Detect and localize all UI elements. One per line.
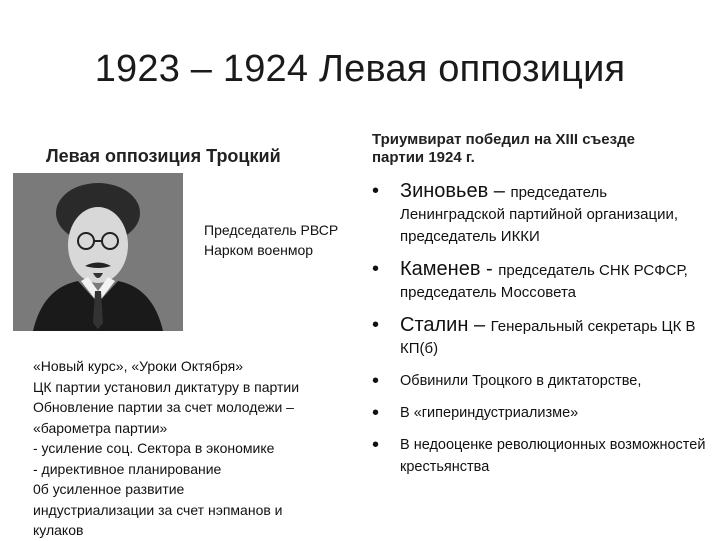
bullet-name: Зиновьев — [400, 180, 489, 202]
left-notes: «Новый курс», «Уроки Октября» ЦК партии установил диктатуру в партии Обновление партии за счет молодежи – «барометра партии» - усиление соц. Сектора в экономике - директивное планирование 0б усиленное развитие индустриализации за счет нэпманов и кулаков — [33, 358, 300, 538]
bullet-item-hyperindustrialism — [372, 402, 712, 424]
bullet-text: Обвинили Троцкого в диктаторстве, — [400, 373, 642, 389]
bullet-icon: • — [372, 180, 380, 202]
bullet-item-kamenev — [372, 258, 712, 304]
bullet-icon: • — [372, 402, 380, 424]
bullet-separator: – — [468, 314, 491, 336]
bullet-icon: • — [372, 258, 380, 280]
bullet-text: В недооценке революционных возможностей крестьянства — [400, 437, 706, 475]
bullet-list — [372, 180, 712, 488]
bullet-icon: • — [372, 434, 380, 456]
portrait-photo — [13, 173, 183, 331]
caption-line-2: Нарком военмор — [204, 242, 314, 258]
bullet-name: Сталин — [400, 314, 469, 336]
bullet-description: председатель СНК РСФСР, председатель Моссовета — [400, 262, 688, 301]
photo-caption — [204, 220, 338, 260]
bullet-description: Генеральный секретарь ЦК В КП(б) — [400, 318, 696, 357]
caption-line-1: Председатель РВСР — [204, 222, 339, 238]
bullet-item-accusation — [372, 370, 712, 392]
bullet-icon: • — [372, 314, 380, 336]
bullet-icon: • — [372, 370, 380, 392]
slide-title: 1923 – 1924 Левая оппозиция — [94, 48, 626, 90]
bullet-text: В «гипериндустриализме» — [400, 405, 579, 421]
bullet-item-stalin — [372, 314, 712, 360]
left-heading: Левая оппозиция Троцкий — [46, 146, 281, 166]
bullet-name: Каменев — [400, 258, 481, 280]
bullet-item-peasantry — [372, 434, 712, 478]
bullet-separator: – — [488, 180, 511, 202]
bullet-separator: - — [480, 258, 499, 280]
bullet-item-zinoviev — [372, 180, 712, 248]
bullet-description: председатель Ленинградской партийной организации, председатель ИККИ — [400, 184, 679, 245]
right-heading: Триумвират победил на XIII съезде партии 1924 г. — [372, 131, 635, 166]
